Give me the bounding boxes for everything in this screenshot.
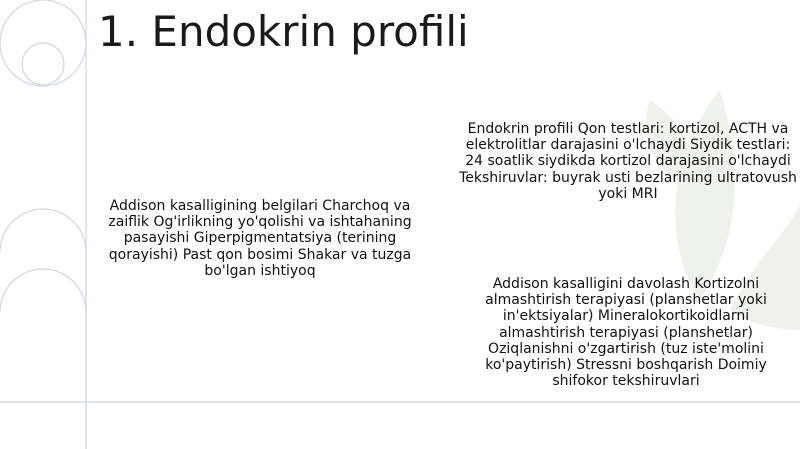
decor-circle-small — [22, 43, 64, 85]
tests-text: Endokrin profili Qon testlari: kortizol, ACTH va elektrolitlar darajasini o'lchaydi Siydik testlari: 24 soatlik siydikda kortizol darajasini o'lchaydi Tekshiruvlar: buyrak usti bezlarining ultratovush yoki MRI — [459, 121, 797, 202]
treatment-text: Addison kasalligini davolash Kortizolni almashtirish terapiyasi (planshetlar yoki in'ektsiyalar) Mineralokortikoidlarni almashtirish terapiyasi (planshetlar) Oziqlanishni o'zgartirish (tuz iste'molini ko'paytirish) Stressni boshqarish Doimiy shifokor tekshiruvlari — [485, 276, 767, 390]
symptoms-text: Addison kasalligining belgilari Charchoq va zaiflik Og'irlikning yo'qolishi va ishtahaning pasayishi Giperpigmentatsiya (terining qorayishi) Past qon bosimi Shakar va tuzga bo'lgan ishtiyoq — [108, 198, 412, 279]
decor-arch-lower — [0, 269, 86, 312]
slide-title: 1. Endokrin profili — [98, 7, 469, 56]
decor-arch-upper — [0, 209, 86, 449]
